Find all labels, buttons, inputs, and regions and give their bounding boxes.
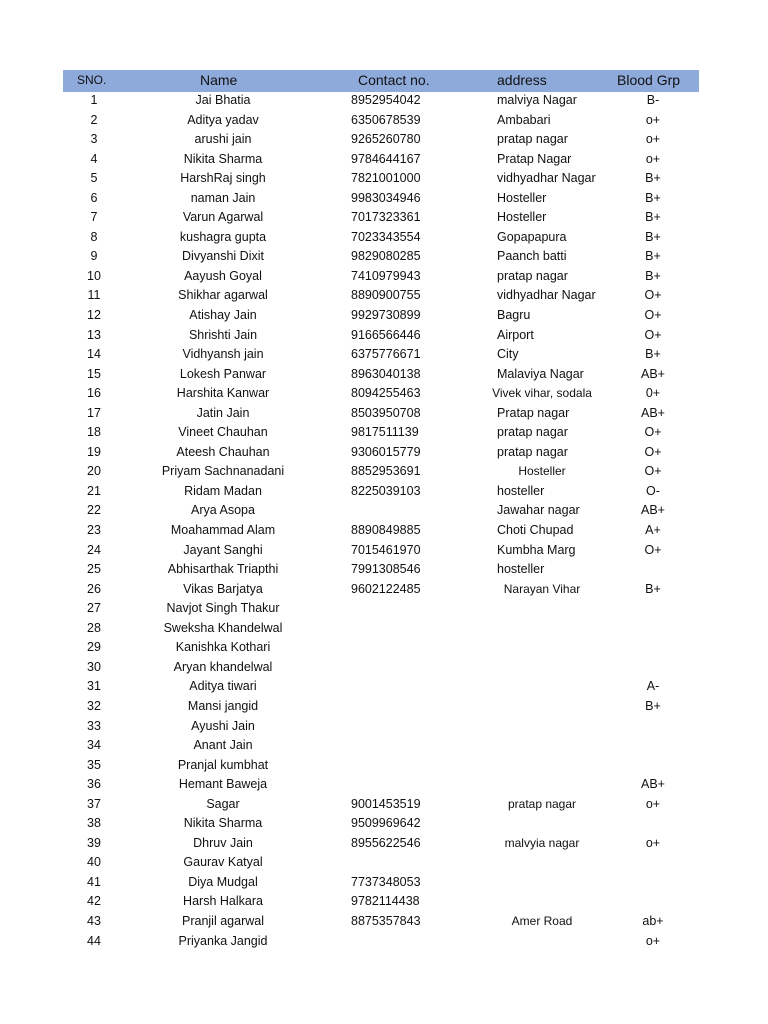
table-row [0, 190, 768, 210]
cell-name: Jatin Jain [196, 405, 250, 420]
cell-blood-group: A- [646, 679, 660, 694]
cell-name: Ayushi Jain [191, 718, 255, 733]
cell-blood-group: o+ [645, 933, 661, 948]
cell-contact: 8225039103 [351, 483, 421, 498]
cell-sno: 31 [87, 679, 101, 694]
cell-sno: 4 [90, 151, 98, 166]
table-row [0, 151, 768, 171]
cell-name: Harshita Kanwar [176, 386, 270, 401]
cell-name: Vikas Barjatya [183, 581, 263, 596]
cell-name: Atishay Jain [189, 308, 257, 323]
cell-blood-group: B- [646, 93, 660, 107]
cell-address: pratap nagar [507, 796, 577, 811]
cell-contact: 9602122485 [351, 581, 421, 596]
cell-name: kushagra gupta [179, 229, 267, 244]
cell-contact: 8875357843 [351, 913, 421, 928]
table-row [0, 366, 768, 386]
table-row [0, 229, 768, 249]
cell-sno: 21 [87, 483, 101, 498]
cell-blood-group: O+ [644, 542, 662, 557]
table-row [0, 581, 768, 601]
cell-address: pratap nagar [497, 444, 568, 459]
cell-address: Pratap nagar [497, 405, 570, 420]
table-row [0, 561, 768, 581]
table-row [0, 170, 768, 190]
cell-name: Aditya yadav [187, 112, 259, 127]
cell-address: Hosteller [497, 210, 547, 225]
cell-address: vidhyadhar Nagar [497, 171, 596, 186]
cell-sno: 3 [90, 132, 98, 147]
cell-sno: 44 [87, 933, 101, 948]
cell-contact: 9929730899 [351, 308, 421, 323]
cell-contact: 9782114438 [351, 894, 420, 909]
cell-contact: 7410979943 [351, 268, 421, 283]
cell-address: Malaviya Nagar [497, 366, 584, 381]
table-row [0, 815, 768, 835]
cell-name: Gaurav Katyal [183, 855, 263, 870]
cell-blood-group: A+ [645, 523, 661, 538]
cell-name: Varun Agarwal [182, 210, 264, 225]
table-row [0, 659, 768, 679]
cell-name: Jai Bhatia [195, 93, 251, 107]
cell-address: Narayan Vihar [503, 581, 581, 596]
cell-blood-group: o+ [645, 151, 661, 166]
cell-address: Amer Road [511, 913, 573, 928]
table-row [0, 854, 768, 874]
cell-address: Gopapapura [497, 229, 567, 244]
cell-contact: 7015461970 [351, 542, 421, 557]
cell-sno: 5 [90, 171, 98, 186]
cell-contact: 7737348053 [351, 874, 421, 889]
cell-name: Priyanka Jangid [178, 933, 268, 948]
table-header-row [63, 70, 699, 92]
cell-blood-group: B+ [645, 190, 661, 205]
cell-blood-group: B+ [645, 698, 661, 713]
cell-blood-group: B+ [645, 268, 661, 283]
cell-contact: 8890849885 [351, 523, 421, 538]
header-blood-group: Blood Grp [617, 72, 681, 88]
cell-name: Vineet Chauhan [178, 425, 268, 440]
cell-name: Ateesh Chauhan [176, 444, 270, 459]
table-row [0, 463, 768, 483]
cell-name: Moahammad Alam [170, 523, 276, 538]
cell-address: Paanch batti [497, 249, 567, 264]
cell-sno: 2 [90, 112, 98, 127]
cell-sno: 9 [90, 249, 98, 264]
table-row [0, 639, 768, 659]
table-body [0, 92, 768, 952]
table-row [0, 405, 768, 425]
cell-contact: 7023343554 [351, 229, 421, 244]
cell-contact: 9306015779 [351, 444, 421, 459]
cell-address: Ambabari [497, 112, 551, 127]
cell-contact: 8963040138 [351, 366, 421, 381]
table-row [0, 874, 768, 894]
cell-contact: 9784644167 [351, 151, 421, 166]
table-row [0, 835, 768, 855]
cell-name: Shikhar agarwal [178, 288, 268, 303]
cell-name: Priyam Sachnanadani [161, 464, 285, 479]
cell-sno: 12 [87, 308, 101, 323]
cell-sno: 32 [87, 698, 101, 713]
table-row [0, 913, 768, 933]
cell-blood-group: ab+ [642, 913, 664, 928]
cell-blood-group: O+ [644, 444, 662, 459]
cell-blood-group: o+ [645, 796, 661, 811]
cell-name: Vidhyansh jain [182, 347, 264, 362]
header-name: Name [200, 72, 238, 88]
cell-sno: 39 [87, 835, 101, 850]
cell-sno: 15 [87, 366, 101, 381]
cell-sno: 14 [87, 347, 101, 362]
cell-blood-group: B+ [645, 210, 661, 225]
cell-blood-group: O+ [644, 308, 662, 323]
table-row [0, 385, 768, 405]
cell-sno: 11 [87, 288, 101, 303]
cell-address: pratap nagar [497, 425, 568, 440]
cell-blood-group: O+ [644, 425, 662, 440]
cell-address: pratap nagar [497, 268, 568, 283]
cell-sno: 37 [87, 796, 101, 811]
cell-address: Choti Chupad [497, 523, 574, 538]
table-row [0, 502, 768, 522]
cell-name: Divyanshi Dixit [182, 249, 264, 264]
cell-address: malviya Nagar [497, 93, 577, 107]
cell-sno: 41 [87, 874, 101, 889]
table-row [0, 698, 768, 718]
cell-sno: 8 [90, 229, 98, 244]
cell-blood-group: AB+ [641, 366, 665, 381]
cell-sno: 34 [87, 738, 101, 753]
cell-name: Aditya tiwari [189, 679, 257, 694]
cell-sno: 30 [87, 659, 101, 674]
cell-name: HarshRaj singh [180, 171, 266, 186]
cell-blood-group: B+ [645, 249, 661, 264]
cell-contact: 9829080285 [351, 249, 421, 264]
cell-sno: 27 [87, 601, 101, 616]
cell-name: Jayant Sanghi [183, 542, 263, 557]
cell-address: Hosteller [518, 464, 566, 479]
table-row [0, 112, 768, 132]
cell-name: Aryan khandelwal [173, 659, 273, 674]
cell-sno: 29 [87, 640, 101, 655]
cell-name: Anant Jain [193, 738, 253, 753]
cell-sno: 43 [87, 913, 101, 928]
cell-blood-group: o+ [645, 835, 661, 850]
cell-name: Nikita Sharma [183, 151, 263, 166]
table-row [0, 424, 768, 444]
header-address: address [497, 72, 547, 88]
cell-blood-group: O- [646, 483, 660, 498]
table-row [0, 522, 768, 542]
cell-blood-group: o+ [645, 132, 661, 147]
cell-contact: 7991308546 [351, 562, 421, 577]
table-row [0, 542, 768, 562]
cell-name: Navjot Singh Thakur [166, 601, 280, 616]
cell-contact: 6350678539 [351, 112, 421, 127]
cell-contact: 9509969642 [351, 816, 421, 831]
cell-sno: 1 [90, 93, 98, 107]
cell-blood-group: AB+ [641, 503, 665, 518]
cell-sno: 17 [87, 405, 101, 420]
cell-name: naman Jain [190, 190, 256, 205]
cell-sno: 16 [87, 386, 101, 401]
cell-blood-group: AB+ [641, 405, 665, 420]
cell-blood-group: B+ [645, 581, 661, 596]
cell-contact: 9817511139 [351, 425, 419, 440]
header-contact: Contact no. [358, 72, 430, 88]
cell-blood-group: o+ [645, 112, 661, 127]
table-row [0, 678, 768, 698]
cell-name: Hemant Baweja [178, 777, 268, 792]
cell-blood-group: 0+ [645, 386, 661, 401]
cell-address: Pratap Nagar [497, 151, 572, 166]
cell-sno: 26 [87, 581, 101, 596]
cell-name: Diya Mudgal [188, 874, 258, 889]
table-row [0, 268, 768, 288]
table-row [0, 718, 768, 738]
cell-blood-group: O+ [644, 327, 662, 342]
header-sno: SNO. [77, 73, 107, 87]
table-row [0, 287, 768, 307]
cell-sno: 42 [87, 894, 101, 909]
cell-blood-group: B+ [645, 347, 661, 362]
table-row [0, 327, 768, 347]
cell-name: arushi jain [194, 132, 252, 147]
table-row [0, 796, 768, 816]
table-row [0, 131, 768, 151]
table-row [0, 933, 768, 953]
cell-sno: 13 [87, 327, 101, 342]
cell-sno: 33 [87, 718, 101, 733]
cell-blood-group: B+ [645, 229, 661, 244]
cell-blood-group: O+ [644, 464, 662, 479]
cell-name: Sagar [206, 796, 240, 811]
cell-address: Hosteller [497, 190, 547, 205]
cell-name: Sweksha Khandelwal [163, 620, 283, 635]
table-row [0, 209, 768, 229]
cell-contact: 8952954042 [351, 93, 421, 107]
cell-contact: 9983034946 [351, 190, 421, 205]
cell-name: Ridam Madan [184, 483, 262, 498]
table-row [0, 483, 768, 503]
table-row [0, 737, 768, 757]
table-row [0, 600, 768, 620]
cell-name: Nikita Sharma [183, 816, 263, 831]
cell-sno: 38 [87, 816, 101, 831]
cell-contact: 9265260780 [351, 132, 421, 147]
table-row [0, 444, 768, 464]
cell-sno: 36 [87, 777, 101, 792]
cell-name: Pranjil agarwal [182, 913, 264, 928]
cell-sno: 35 [87, 757, 101, 772]
cell-contact: 7017323361 [351, 210, 421, 225]
cell-contact: 8094255463 [351, 386, 421, 401]
cell-address: Jawahar nagar [497, 503, 580, 518]
cell-sno: 22 [87, 503, 101, 518]
cell-name: Shrishti Jain [188, 327, 258, 342]
cell-name: Abhisarthak Triapthi [167, 562, 279, 577]
cell-address: Vivek vihar, sodala [492, 386, 592, 401]
cell-name: Mansi jangid [187, 698, 259, 713]
cell-sno: 20 [87, 464, 101, 479]
cell-contact: 9166566446 [351, 327, 421, 342]
cell-name: Pranjal kumbhat [177, 757, 269, 772]
table-row [0, 757, 768, 777]
table-row [0, 307, 768, 327]
cell-address: Airport [497, 327, 534, 342]
cell-sno: 24 [87, 542, 101, 557]
cell-sno: 23 [87, 523, 101, 538]
cell-name: Harsh Halkara [183, 894, 263, 909]
table-row [0, 776, 768, 796]
cell-name: Kanishka Kothari [175, 640, 271, 655]
table-row [0, 893, 768, 913]
table-row [0, 92, 768, 112]
cell-contact: 8955622546 [351, 835, 421, 850]
cell-address: pratap nagar [497, 132, 568, 147]
cell-name: Arya Asopa [191, 503, 255, 518]
table-row [0, 620, 768, 640]
cell-contact: 8852953691 [351, 464, 421, 479]
cell-blood-group: B+ [645, 171, 661, 186]
cell-sno: 19 [87, 444, 101, 459]
cell-name: Aayush Goyal [184, 268, 262, 283]
cell-blood-group: O+ [644, 288, 662, 303]
cell-name: Dhruv Jain [193, 835, 253, 850]
cell-address: vidhyadhar Nagar [497, 288, 596, 303]
table-row [0, 248, 768, 268]
cell-contact: 9001453519 [351, 796, 421, 811]
cell-sno: 40 [87, 855, 101, 870]
cell-address: City [497, 347, 519, 362]
cell-address: hosteller [497, 562, 545, 577]
table-row [0, 346, 768, 366]
cell-contact: 8503950708 [351, 405, 421, 420]
cell-contact: 6375776671 [351, 347, 421, 362]
cell-name: Lokesh Panwar [179, 366, 267, 381]
cell-sno: 6 [90, 190, 98, 205]
cell-address: hosteller [497, 483, 545, 498]
cell-sno: 18 [87, 425, 101, 440]
cell-blood-group: AB+ [641, 777, 665, 792]
cell-sno: 28 [87, 620, 101, 635]
cell-sno: 10 [87, 268, 101, 283]
cell-address: malvyia nagar [504, 835, 580, 850]
cell-address: Kumbha Marg [497, 542, 576, 557]
cell-sno: 7 [90, 210, 98, 225]
cell-sno: 25 [87, 562, 101, 577]
cell-address: Bagru [497, 308, 531, 323]
cell-contact: 7821001000 [351, 171, 421, 186]
cell-contact: 8890900755 [351, 288, 421, 303]
